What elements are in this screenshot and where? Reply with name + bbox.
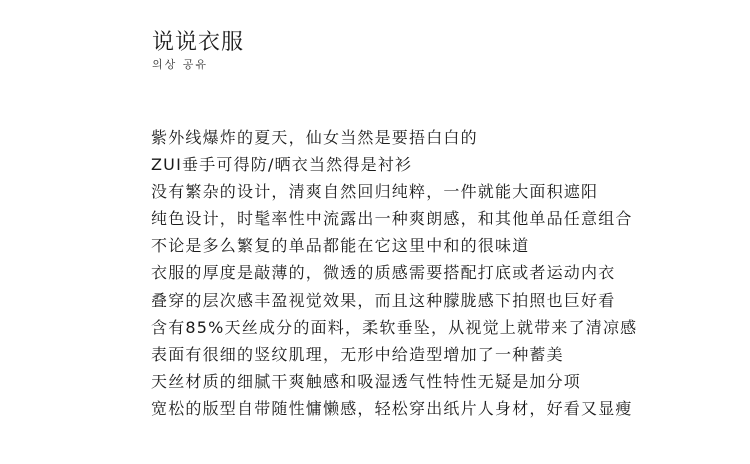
text-line: 纯色设计，时髦率性中流露出一种爽朗感，和其他单品任意组合 bbox=[151, 209, 633, 229]
page-title: 说说衣服 bbox=[152, 30, 245, 55]
text-line: 表面有很细的竖纹肌理，无形中给造型增加了一种蓄美 bbox=[151, 344, 564, 364]
text-line: ZUI垂手可得防/晒衣当然得是衬衫 bbox=[151, 155, 413, 175]
section-header bbox=[152, 28, 244, 72]
text-line: 紫外线爆炸的夏天，仙女当然是要捂白白的 bbox=[151, 128, 478, 147]
text-line: 没有繁杂的设计，清爽自然回归纯粹，一件就能大面积遮阳 bbox=[151, 182, 599, 202]
text-line: 宽松的版型自带随性慵懒感，轻松穿出纸片人身材，好看又显瘦 bbox=[151, 398, 633, 418]
text-line: 叠穿的层次感丰盈视觉效果，而且这种朦胧感下拍照也巨好看 bbox=[151, 290, 616, 310]
description-text bbox=[151, 124, 741, 422]
text-line: 衣服的厚度是敲薄的，微透的质感需要搭配打底或者运动内衣 bbox=[151, 263, 616, 283]
text-line: 含有85%天丝成分的面料，柔软垂坠，从视觉上就带来了清凉感 bbox=[151, 317, 638, 337]
page-subtitle: 의상 공유 bbox=[152, 58, 209, 71]
text-line: 天丝材质的细腻干爽触感和吸湿透气性特性无疑是加分项 bbox=[151, 371, 582, 391]
text-line: 不论是多么繁复的单品都能在它这里中和的很味道 bbox=[151, 236, 530, 256]
